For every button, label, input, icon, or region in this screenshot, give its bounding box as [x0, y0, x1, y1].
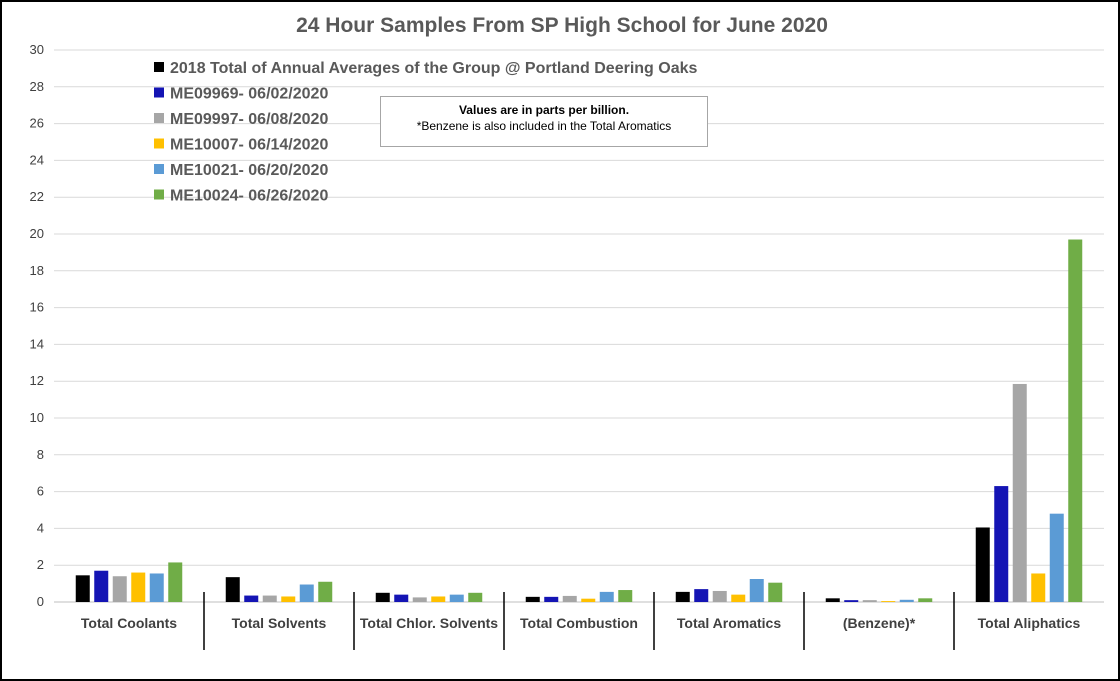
bar	[450, 595, 464, 602]
y-tick-label: 18	[29, 262, 44, 278]
bar	[94, 571, 108, 602]
bar	[281, 596, 295, 602]
x-category-label: (Benzene)*	[842, 615, 916, 631]
y-tick-label: 12	[29, 373, 44, 389]
bar	[544, 597, 558, 602]
y-tick-label: 6	[36, 483, 44, 499]
x-category-label: Total Aliphatics	[977, 615, 1081, 631]
x-axis-categories	[81, 615, 1081, 631]
legend-swatch	[154, 190, 164, 200]
bar	[526, 597, 540, 602]
y-tick-label: 22	[29, 189, 44, 205]
y-tick-label: 24	[29, 152, 44, 168]
bar	[468, 593, 482, 602]
bar	[863, 600, 877, 602]
legend-label: ME09997- 06/08/2020	[170, 111, 329, 128]
legend-swatch	[154, 139, 164, 149]
bars	[76, 240, 1083, 602]
bar	[563, 596, 577, 602]
y-tick-label: 8	[36, 446, 44, 462]
annotation-box	[380, 96, 708, 147]
y-axis-ticks	[30, 42, 44, 609]
x-category-label: Total Chlor. Solvents	[359, 615, 499, 631]
bar	[300, 585, 314, 602]
bar	[394, 595, 408, 602]
bar	[826, 598, 840, 602]
y-tick-label: 0	[36, 594, 44, 609]
bar	[1013, 384, 1027, 602]
legend-label: ME10007- 06/14/2020	[170, 136, 329, 154]
bar	[713, 591, 727, 602]
bar	[113, 576, 127, 602]
bar	[768, 583, 782, 602]
y-tick-label: 10	[29, 410, 44, 425]
y-tick-label: 30	[29, 42, 44, 57]
legend-label: 2018 Total of Annual Averages of the Group @ Portland Deering Oaks	[170, 60, 698, 77]
bar	[750, 579, 764, 602]
bar	[376, 593, 390, 602]
y-tick-label: 28	[29, 78, 44, 94]
bar	[676, 592, 690, 602]
y-tick-label: 2	[36, 557, 44, 573]
bar	[413, 597, 427, 602]
y-tick-label: 20	[29, 226, 44, 241]
bar	[731, 595, 745, 602]
bar	[263, 596, 277, 602]
y-tick-label: 26	[29, 115, 44, 131]
bar	[994, 486, 1008, 602]
bar	[226, 577, 240, 602]
bar	[131, 573, 145, 602]
x-category-label: Total Combustion	[520, 615, 638, 631]
legend-label: ME10021- 06/20/2020	[170, 162, 329, 179]
bar	[918, 598, 932, 602]
annotation-benzene-note: *Benzene is also included in the Total Aromatics	[416, 119, 672, 133]
bar	[150, 573, 164, 602]
y-tick-label: 16	[29, 299, 44, 315]
y-tick-label: 4	[36, 520, 44, 536]
bar	[1031, 573, 1045, 602]
bar	[318, 582, 332, 602]
bar	[600, 592, 614, 602]
y-tick-label: 14	[29, 336, 44, 352]
x-category-label: Total Aromatics	[676, 615, 782, 631]
legend-label: ME09969- 06/02/2020	[170, 85, 329, 103]
bar	[431, 596, 445, 602]
bar	[1050, 514, 1064, 602]
annotation-units: Values are in parts per billion.	[458, 103, 630, 117]
legend-swatch	[154, 113, 164, 123]
bar	[581, 599, 595, 602]
bar	[694, 589, 708, 602]
legend-swatch	[154, 88, 164, 98]
bar	[976, 527, 990, 602]
legend-label: ME10024- 06/26/2020	[170, 187, 329, 205]
legend-swatch	[154, 164, 164, 174]
chart-title: 24 Hour Samples From SP High School for June 2020	[296, 14, 828, 37]
x-category-label: Total Solvents	[231, 615, 327, 631]
bar	[168, 562, 182, 602]
bar	[618, 590, 632, 602]
x-category-label: Total Coolants	[80, 615, 178, 631]
bar	[76, 575, 90, 602]
bar	[244, 596, 258, 602]
bar	[844, 600, 858, 602]
bar	[1068, 240, 1082, 602]
legend-swatch	[154, 62, 164, 72]
bar	[900, 600, 914, 602]
bar	[881, 601, 895, 602]
